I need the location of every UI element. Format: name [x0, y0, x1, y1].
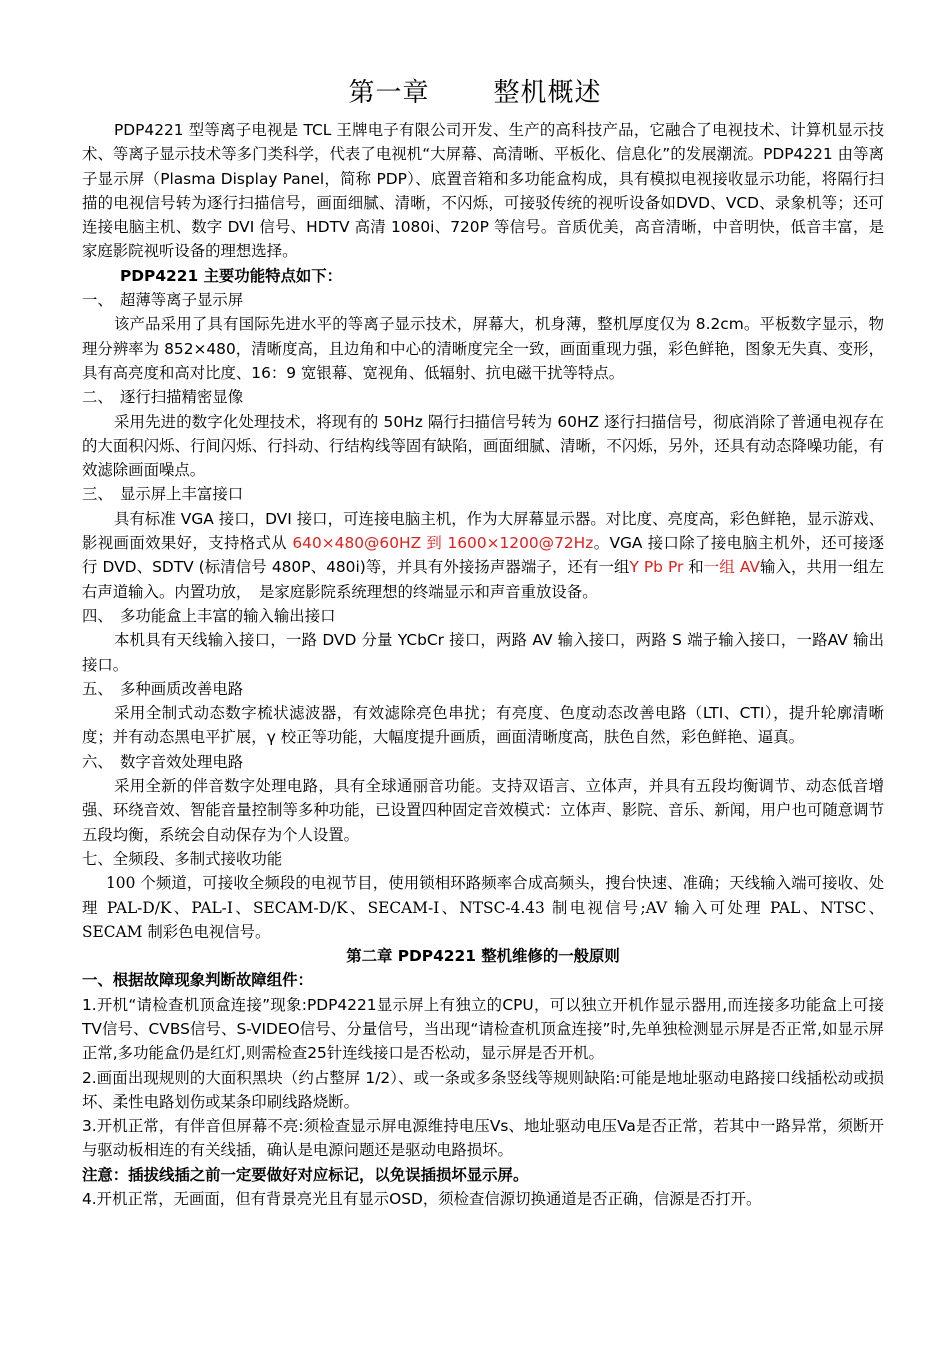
section-body: 采用先进的数字化处理技术，将现有的 50Hz 隔行扫描信号转为 60HZ 逐行扫描信号，彻底消除了普通电视存在的大面积闪烁、行间闪烁、行抖动、行结构线等固有缺陷，画面细腻、清晰，不闪烁，另外，还具有动态降噪功能，有效滤除画面噪点。 [82, 412, 884, 480]
chapter2-subheading: 一、根据故障现象判断故障组件： [82, 971, 313, 990]
section-number: 二、 [82, 388, 113, 407]
fault-item: 4.开机正常，无画面，但有背景亮光且有显示OSD，须检查信源切换通道是否正确，信源是否打开。 [82, 1190, 762, 1209]
section-number: 三、 [82, 485, 113, 504]
section-body: 本机具有天线输入接口，一路 DVD 分量 YCbCr 接口，两路 AV 输入接口，两路 S 端子输入接口，一路AV 输出接口。 [82, 631, 884, 674]
section-number: 四、 [82, 606, 113, 625]
section-body: 该产品采用了具有国际先进水平的等离子显示技术，屏幕大，机身薄，整机厚度仅为 8.2cm。平板数字显示，物理分辨率为 852×480，清晰度高，且边角和中心的清晰度完全一致，画面重现力强，彩色鲜艳，图象无失真、变形，具有高亮度和高对比度、16：9 宽银幕、宽视角、低辐射、抗电磁干扰等特点。 [82, 315, 884, 382]
section-number: 七、 [82, 849, 113, 868]
section-body-text: 和 [683, 558, 704, 577]
chapter2-title: 第二章 PDP4221 整机维修的一般原则 [346, 947, 620, 966]
section-heading [82, 288, 884, 312]
chapter1-number: 第一章 [348, 78, 430, 108]
warning-note: 注意：插拔线插之前一定要做好对应标记，以免误插损坏显示屏。 [82, 1165, 529, 1184]
section-title: 数字音效处理电路 [120, 752, 244, 771]
section-heading [82, 677, 884, 701]
section-number: 六、 [82, 752, 113, 771]
highlight-ypbpr: Y Pb Pr [629, 558, 684, 577]
document-body [82, 118, 884, 1211]
section-title: 超薄等离子显示屏 [120, 291, 244, 310]
section-title: 多种画质改善电路 [120, 679, 244, 698]
section-number: 一、 [82, 291, 113, 310]
fault-item: 3.开机正常，有伴音但屏幕不亮:须检查显示屏电源维持电压Vs、地址驱动电压Va是否正常，若其中一路异常，须断开与驱动板相连的有关线插，确认是电源问题还是驱动电路损坏。 [82, 1117, 884, 1160]
highlight-format-range: 640×480@60HZ 到 1600×1200@72Hz [292, 534, 594, 553]
section-title: 显示屏上丰富接口 [120, 485, 244, 504]
section-title: 逐行扫描精密显像 [120, 388, 244, 407]
section-title: 多功能盒上丰富的输入输出接口 [120, 606, 336, 625]
section-body: 100 个频道，可接收全频段的电视节目，使用锁相环路频率合成高频头，搜台快速、准确；天线输入端可接收、处理 PAL-D/K、PAL-I、SECAM-D/K、SECAM-I、NTSC-4.43 制电视信号;AV 输入可处理 PAL、NTSC、SECAM 制彩色电视信号。 [82, 874, 884, 941]
section-heading [82, 482, 884, 506]
section-heading [82, 385, 884, 409]
chapter1-name: 整机概述 [493, 78, 602, 108]
fault-item: 1.开机“请检查机顶盒连接”现象:PDP4221显示屏上有独立的CPU，可以独立开机作显示器用,而连接多功能盒上可接TV信号、CVBS信号、S-VIDEO信号、分量信号，当出现“请检查机顶盒连接”时,先单独检测显示屏是否正常,如显示屏正常,多功能盒仍是红灯,则需检查25针连线接口是否松动，显示屏是否开机。 [82, 995, 884, 1063]
section-heading [82, 750, 884, 774]
features-intro: PDP4221 主要功能特点如下： [120, 266, 343, 285]
section-body: 采用全制式动态数字梳状滤波器，有效滤除亮色串扰；有亮度、色度动态改善电路（LTI、CTI），提升轮廓清晰度；并有动态黑电平扩展，γ 校正等功能，大幅度提升画质，画面清晰度高，肤色自然，彩色鲜艳、逼真。 [82, 704, 884, 747]
intro-paragraph: PDP4221 型等离子电视是 TCL 王牌电子有限公司开发、生产的高科技产品，它融合了电视技术、计算机显示技术、等离子显示技术等多门类科学，代表了电视机“大屏幕、高清晰、平板化、信息化”的发展潮流。PDP4221 由等离子显示屏（Plasma Display Panel，简称 PDP）、底置音箱和多功能盒构成，具有模拟电视接收显示功能，将隔行扫描的电视信号转为逐行扫描信号，画面细腻、清晰，不闪烁，可接驳传统的视听设备如DVD、VCD、录象机等；还可连接电脑主机、数字 DVI 信号、HDTV 高清 1080i、720P 等信号。音质优美，高音清晰，中音明快，低音丰富，是家庭影院视听设备的理想选择。 [82, 121, 884, 261]
section-title: 全频段、多制式接收功能 [112, 849, 283, 868]
section-number: 五、 [82, 679, 113, 698]
section-heading [82, 604, 884, 628]
highlight-av: 一组 AV [703, 558, 760, 577]
section-body [82, 507, 884, 604]
section-body-text: 具有标准 VGA 接口，DVI 接口，可连接电脑主机，作为大屏幕显示器。对比度、亮度高，彩色鲜艳，显示游戏、影视画面效果好，支持格式从 [82, 509, 884, 553]
section-heading [82, 847, 884, 871]
chapter1-title [0, 76, 950, 110]
section-body-text: 输入，共用一组左右声道输入。内置功放， 是家庭影院系统理想的终端显示和声音重放设备。 [82, 558, 884, 601]
fault-item: 2.画面出现规则的大面积黑块（约占整屏 1/2）、或一条或多条竖线等规则缺陷:可能是地址驱动电路接口线插松动或损坏、柔性电路划伤或某条印刷线路烧断。 [82, 1068, 884, 1111]
section-body-text: 。VGA 接口除了接电脑主机外，还可接逐行 DVD、SDTV (标清信号 480P、480i)等，并具有外接扬声器端子，还有一组 [82, 534, 884, 577]
section-body: 采用全新的伴音数字处理电路，具有全球通丽音功能。支持双语言、立体声，并具有五段均衡调节、动态低音增强、环绕音效、智能音量控制等多种功能，已设置四种固定音效模式：立体声、影院、音乐、新闻，用户也可随意调节五段均衡，系统会自动保存为个人设置。 [82, 777, 884, 844]
